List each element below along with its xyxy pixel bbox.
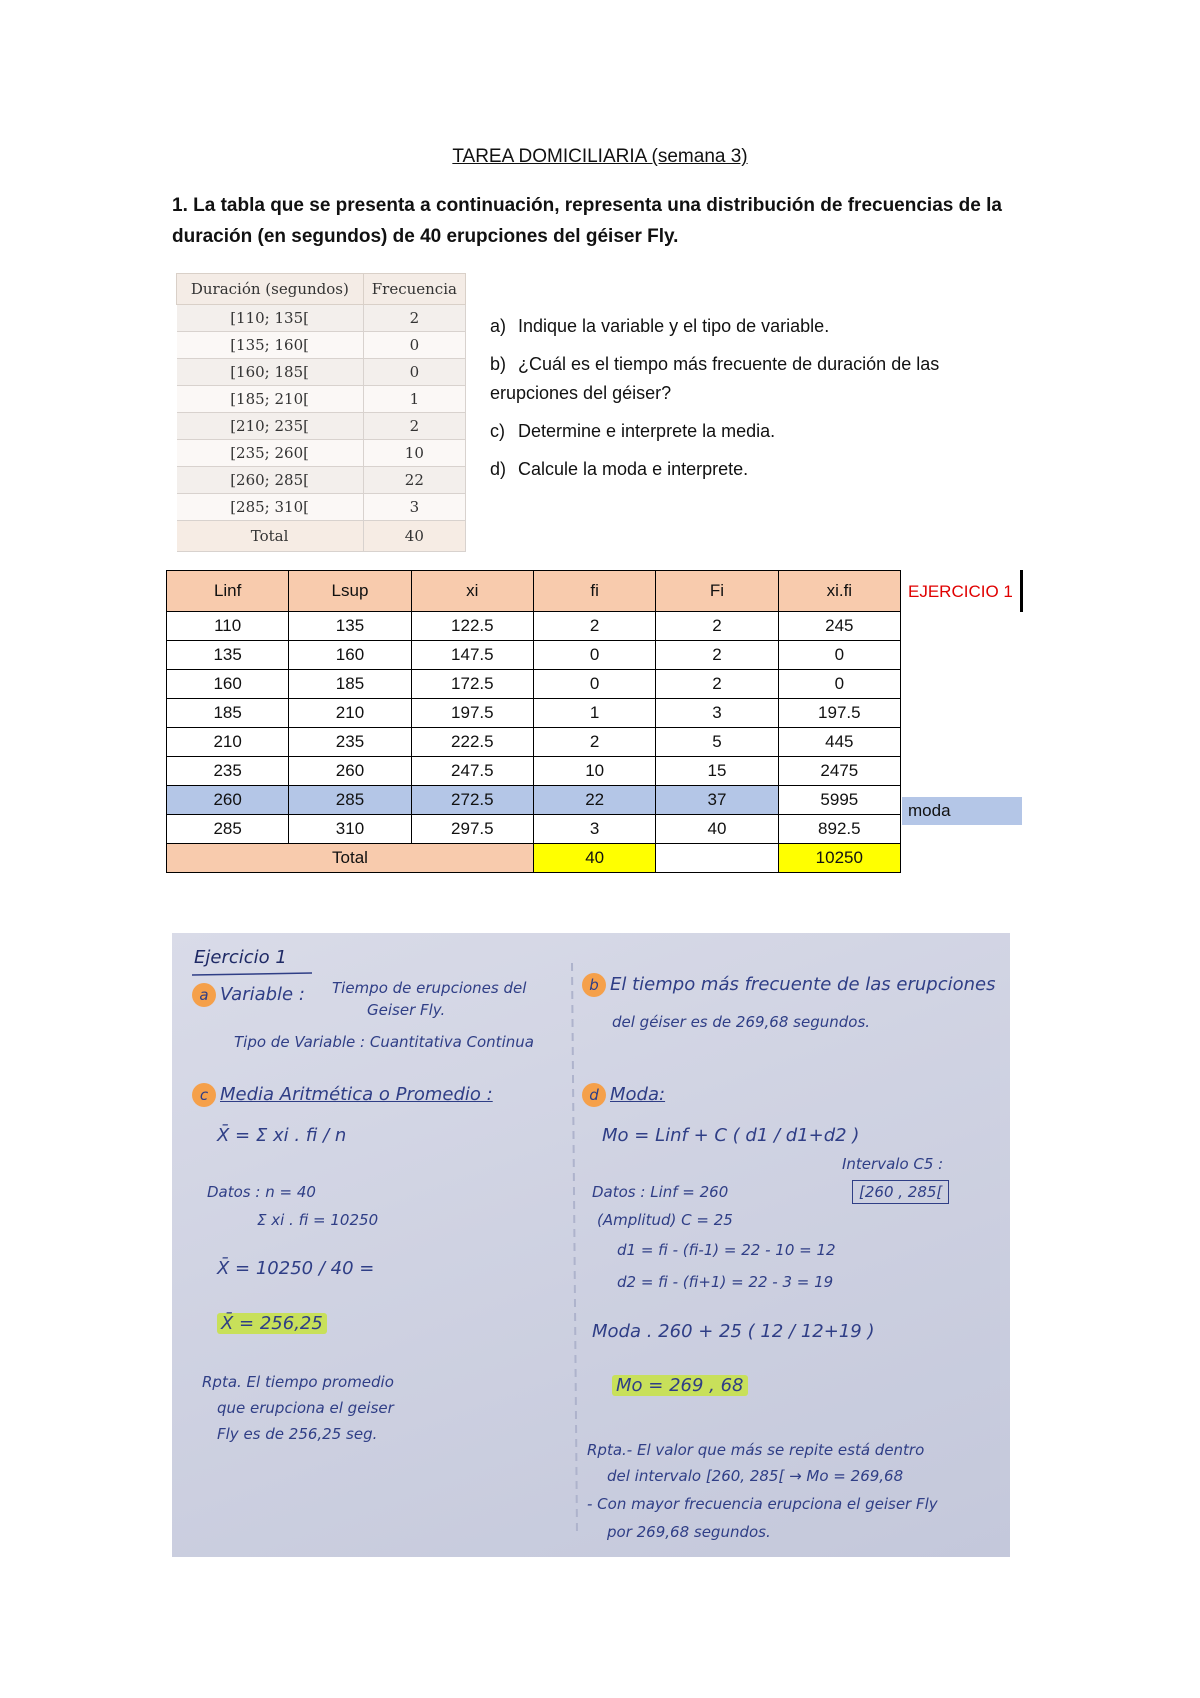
- hw-d-rpta-4: por 269,68 segundos.: [607, 1523, 771, 1541]
- freq-value: 2: [363, 305, 465, 332]
- cell-xi: 272.5: [411, 786, 533, 815]
- hw-a-tipo: Tipo de Variable : Cuantitativa Continua: [234, 1033, 534, 1051]
- question-b: b) ¿Cuál es el tiempo más frecuente de duración de las erupciones del géiser?: [490, 354, 940, 403]
- questions-list: [490, 312, 1010, 493]
- cell-xi: 297.5: [411, 815, 533, 844]
- hw-d-interval: [260 , 285[: [852, 1183, 949, 1201]
- cell-Fi: 5: [656, 728, 778, 757]
- hw-c-title: c Media Aritmética o Promedio :: [192, 1083, 493, 1107]
- cell-xifi: 2475: [778, 757, 900, 786]
- freq-value: 10: [363, 440, 465, 467]
- cell-Fi: 40: [656, 815, 778, 844]
- hw-c-sum: Σ xi . fi = 10250: [257, 1211, 379, 1229]
- cell-fi: 1: [533, 699, 655, 728]
- cell-lsup: 285: [289, 786, 411, 815]
- freq-row: [177, 467, 466, 494]
- cell-linf: 260: [167, 786, 289, 815]
- cell-linf: 235: [167, 757, 289, 786]
- hw-d-calc: Moda . 260 + 25 ( 12 / 12+19 ): [592, 1321, 875, 1342]
- freq-value: 0: [363, 359, 465, 386]
- hw-d-formula: Mo = Linf + C ( d1 / d1+d2 ): [602, 1125, 860, 1146]
- hw-c-formula: X̄ = Σ xi . fi / n: [217, 1125, 347, 1146]
- cell-xi: 122.5: [411, 612, 533, 641]
- freq-total-row: [177, 521, 466, 552]
- hw-c-result: X̄ = 256,25: [217, 1313, 327, 1334]
- hw-d-amplitud: (Amplitud) C = 25: [597, 1211, 733, 1229]
- freq-header-frequency: Frecuencia: [363, 274, 465, 305]
- hw-d-d2: d2 = fi - (fi+1) = 22 - 3 = 19: [617, 1273, 834, 1291]
- cell-lsup: 310: [289, 815, 411, 844]
- header-Fi: Fi: [656, 571, 778, 612]
- freq-total-value: 40: [363, 521, 465, 552]
- moda-label: moda: [902, 797, 1022, 825]
- hw-d-circle: d: [582, 1083, 606, 1107]
- total-Fi-empty: [656, 844, 778, 873]
- freq-value: 22: [363, 467, 465, 494]
- cell-fi: 10: [533, 757, 655, 786]
- exercise-statement: 1. La tabla que se presenta a continuación, representa una distribución de frecuencias de la duración (en segundos) de 40 erupciones del géiser Fly.: [172, 195, 1002, 247]
- hw-b-line-2: del géiser es de 269,68 segundos.: [612, 1013, 871, 1031]
- cell-Fi: 15: [656, 757, 778, 786]
- cell-xi: 247.5: [411, 757, 533, 786]
- hw-c-rpta-1: Rpta. El tiempo promedio: [202, 1373, 394, 1391]
- cell-linf: 210: [167, 728, 289, 757]
- exercise-label: EJERCICIO 1: [908, 582, 1013, 601]
- hw-d-interval-label: Intervalo C5 :: [842, 1155, 944, 1173]
- freq-row: [177, 440, 466, 467]
- cell-lsup: 160: [289, 641, 411, 670]
- cell-Fi: 2: [656, 612, 778, 641]
- cell-xifi: 197.5: [778, 699, 900, 728]
- hw-d-datos: Datos : Linf = 260: [592, 1183, 729, 1201]
- hw-heading: Ejercicio 1: [194, 947, 287, 968]
- hw-d-d1: d1 = fi - (fi-1) = 22 - 10 = 12: [617, 1241, 836, 1259]
- table-row: [167, 757, 901, 786]
- header-xi: xi: [411, 571, 533, 612]
- cell-xifi: 245: [778, 612, 900, 641]
- cell-linf: 185: [167, 699, 289, 728]
- cell-xi: 147.5: [411, 641, 533, 670]
- question-c: c) Determine e interprete la media.: [490, 421, 776, 441]
- table-row: [167, 786, 901, 815]
- hw-a-circle: a: [192, 983, 216, 1007]
- cell-fi: 2: [533, 728, 655, 757]
- freq-interval: [235; 260[: [177, 440, 364, 467]
- hw-d-rpta-2: del intervalo [260, 285[ → Mo = 269,68: [607, 1467, 904, 1485]
- notebook-lines: [172, 933, 1010, 1557]
- hw-b-line-1: b El tiempo más frecuente de las erupciones: [582, 973, 995, 997]
- cell-xi: 197.5: [411, 699, 533, 728]
- page-title: TAREA DOMICILIARIA (semana 3): [452, 146, 748, 167]
- table-row: [167, 728, 901, 757]
- header-xifi: xi.fi: [778, 571, 900, 612]
- cell-xifi: 5995: [778, 786, 900, 815]
- cell-fi: 0: [533, 670, 655, 699]
- frequency-table-image: [176, 273, 466, 552]
- cell-xi: 222.5: [411, 728, 533, 757]
- question-a: a) Indique la variable y el tipo de variable.: [490, 316, 830, 336]
- freq-interval: [210; 235[: [177, 413, 364, 440]
- freq-row: [177, 305, 466, 332]
- question-d: d) Calcule la moda e interprete.: [490, 459, 749, 479]
- cell-Fi: 2: [656, 670, 778, 699]
- table-row: [167, 641, 901, 670]
- hw-c-rpta-3: Fly es de 256,25 seg.: [217, 1425, 378, 1443]
- freq-interval: [160; 185[: [177, 359, 364, 386]
- cell-linf: 160: [167, 670, 289, 699]
- hw-a-value-2: Geiser Fly.: [367, 1001, 446, 1019]
- cell-xifi: 892.5: [778, 815, 900, 844]
- hw-c-rpta-2: que erupciona el geiser: [217, 1399, 394, 1417]
- handwritten-solution-photo: [172, 933, 1010, 1557]
- computation-table: [166, 570, 901, 873]
- hw-c-datos: Datos : n = 40: [207, 1183, 316, 1201]
- cell-Fi: 3: [656, 699, 778, 728]
- freq-value: 3: [363, 494, 465, 521]
- cell-lsup: 235: [289, 728, 411, 757]
- table-row: [167, 612, 901, 641]
- table-row: [167, 815, 901, 844]
- freq-interval: [285; 310[: [177, 494, 364, 521]
- cell-linf: 285: [167, 815, 289, 844]
- freq-total-label: Total: [177, 521, 364, 552]
- hw-c-calc: X̄ = 10250 / 40 =: [217, 1258, 375, 1279]
- freq-header-duration: Duración (segundos): [177, 274, 364, 305]
- cell-Fi: 2: [656, 641, 778, 670]
- cell-lsup: 185: [289, 670, 411, 699]
- freq-row: [177, 413, 466, 440]
- freq-interval: [260; 285[: [177, 467, 364, 494]
- hw-d-title: d Moda:: [582, 1083, 665, 1107]
- freq-value: 2: [363, 413, 465, 440]
- cell-linf: 110: [167, 612, 289, 641]
- freq-interval: [185; 210[: [177, 386, 364, 413]
- cell-fi: 22: [533, 786, 655, 815]
- freq-row: [177, 386, 466, 413]
- cell-xifi: 445: [778, 728, 900, 757]
- hw-a-variable: a Variable :: [192, 983, 305, 1007]
- total-label: Total: [167, 844, 534, 873]
- cell-xifi: 0: [778, 670, 900, 699]
- cell-fi: 0: [533, 641, 655, 670]
- hw-d-result: Mo = 269 , 68: [612, 1375, 748, 1396]
- cell-xi: 172.5: [411, 670, 533, 699]
- cell-fi: 2: [533, 612, 655, 641]
- cell-lsup: 135: [289, 612, 411, 641]
- hw-c-circle: c: [192, 1083, 216, 1107]
- freq-row: [177, 332, 466, 359]
- freq-value: 1: [363, 386, 465, 413]
- cell-lsup: 210: [289, 699, 411, 728]
- hw-d-rpta-3: - Con mayor frecuencia erupciona el geiser Fly: [587, 1495, 938, 1513]
- header-linf: Linf: [167, 571, 289, 612]
- cell-Fi: 37: [656, 786, 778, 815]
- hw-b-circle: b: [582, 973, 606, 997]
- freq-value: 0: [363, 332, 465, 359]
- freq-interval: [110; 135[: [177, 305, 364, 332]
- cell-xifi: 0: [778, 641, 900, 670]
- cell-lsup: 260: [289, 757, 411, 786]
- hw-d-rpta-1: Rpta.- El valor que más se repite está dentro: [587, 1441, 925, 1459]
- freq-interval: [135; 160[: [177, 332, 364, 359]
- table-row: [167, 699, 901, 728]
- total-fi: 40: [533, 844, 655, 873]
- cell-linf: 135: [167, 641, 289, 670]
- freq-row: [177, 359, 466, 386]
- header-lsup: Lsup: [289, 571, 411, 612]
- table-row: [167, 670, 901, 699]
- cell-fi: 3: [533, 815, 655, 844]
- header-fi: fi: [533, 571, 655, 612]
- hw-a-value-1: Tiempo de erupciones del: [332, 979, 527, 997]
- total-xifi: 10250: [778, 844, 900, 873]
- freq-row: [177, 494, 466, 521]
- text-cursor-bar: [1020, 570, 1023, 612]
